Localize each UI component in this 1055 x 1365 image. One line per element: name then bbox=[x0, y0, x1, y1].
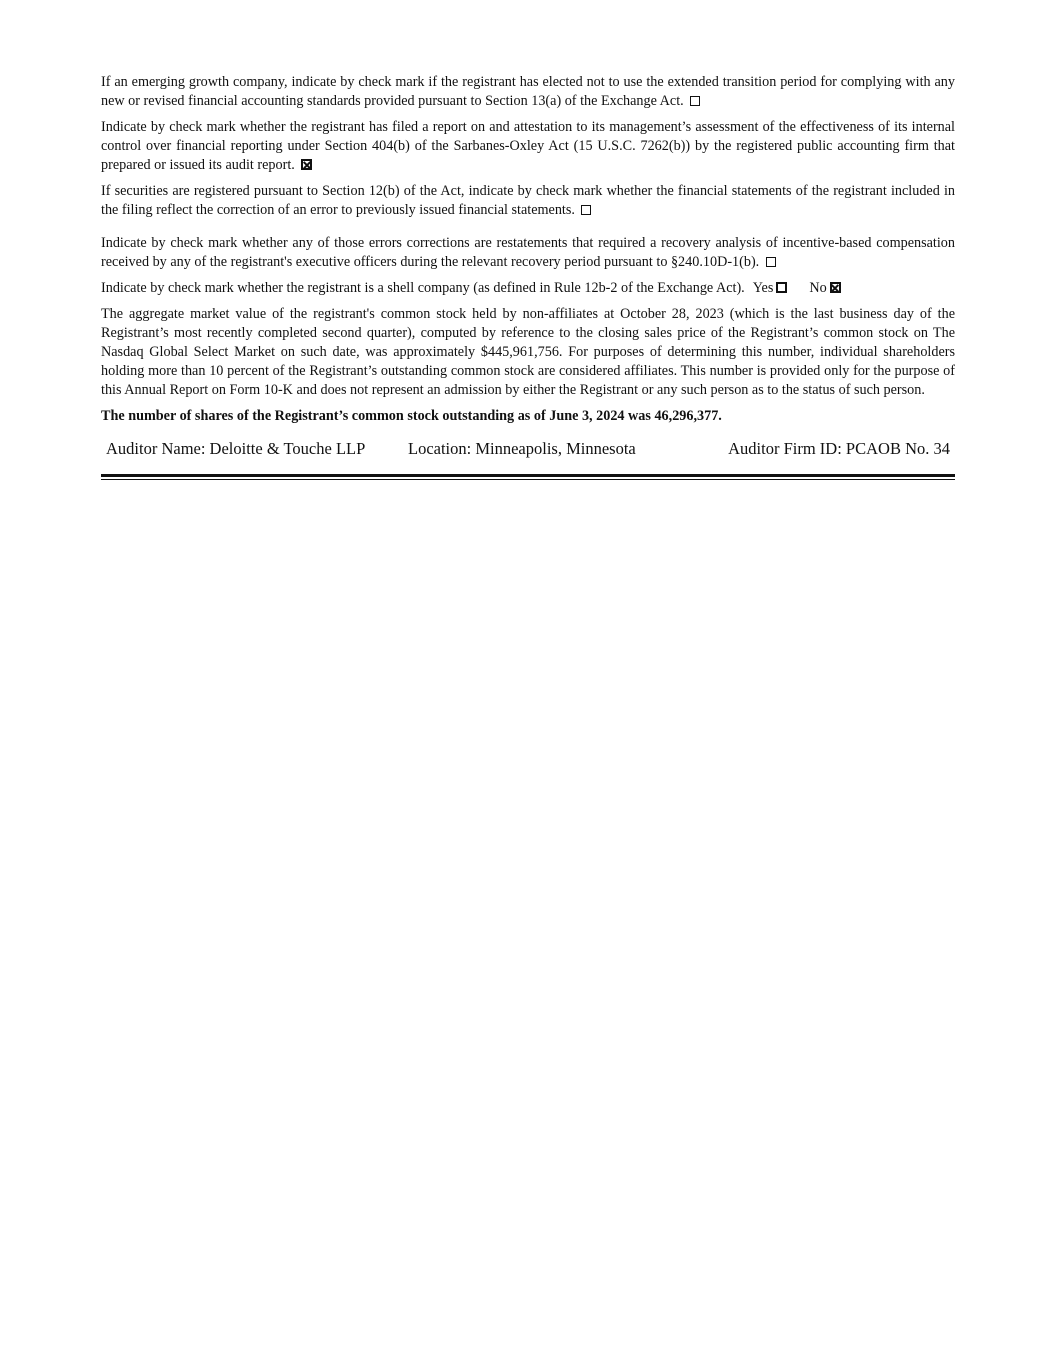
auditor-name: Auditor Name: Deloitte & Touche LLP bbox=[106, 439, 366, 458]
section-12b-text: If securities are registered pursuant to Section 12(b) of the Act, indicate by check mark whether the financial statements of the registrant included in the filing reflect the correction of an error to previously issued financial statements. bbox=[101, 183, 955, 218]
shell-no-checkbox[interactable] bbox=[830, 282, 841, 293]
shell-company-text: Indicate by check mark whether the registrant is a shell company (as defined in Rule 12b-2 of the Exchange Act). bbox=[101, 280, 745, 296]
emerging-growth-text: If an emerging growth company, indicate by check mark if the registrant has elected not to use the extended transition period for complying with any new or revised financial accounting standards provided pursuant to Section 13(a) of the Exchange Act. bbox=[101, 74, 955, 109]
internal-control-paragraph bbox=[101, 118, 955, 175]
auditor-location: Location: Minneapolis, Minnesota bbox=[408, 439, 636, 458]
restatements-paragraph bbox=[101, 234, 955, 272]
internal-control-text: Indicate by check mark whether the registrant has filed a report on and attestation to its management’s assessment of the effectiveness of its internal control over financial reporting under Section 404(b) of the Sarbanes-Oxley Act (15 U.S.C. 7262(b)) by the registered public accounting firm that prepared or issued its audit report. bbox=[101, 119, 955, 173]
auditor-firm-id: Auditor Firm ID: PCAOB No. 34 bbox=[728, 439, 950, 458]
emerging-growth-checkbox[interactable] bbox=[690, 96, 700, 106]
shell-yes-checkbox[interactable] bbox=[776, 282, 787, 293]
section-12b-checkbox[interactable] bbox=[581, 205, 591, 215]
section-12b-paragraph bbox=[101, 182, 955, 220]
auditor-info-row bbox=[101, 438, 955, 460]
market-value-paragraph bbox=[101, 305, 955, 400]
market-value-text: The aggregate market value of the registrant's common stock held by non-affiliates at October 28, 2023 (which is the last business day of the Registrant’s most recently completed second quarter), computed by reference to the closing sales price of the Registrant’s common stock on The Nasdaq Global Select Market on such date, was approximately $445,961,756. For purposes of determining this number, individual shareholders holding more than 10 percent of the Registrant’s outstanding common stock are considered affiliates. This number is provided only for the purpose of this Annual Report on Form 10-K and does not represent an admission by either the Registrant or any such person as to the status of such person. bbox=[101, 306, 955, 398]
shell-no-label: No bbox=[809, 280, 827, 296]
shares-outstanding-text: The number of shares of the Registrant’s common stock outstanding as of June 3, 2024 was 46,296,377. bbox=[101, 408, 722, 424]
shares-outstanding-paragraph bbox=[101, 407, 955, 426]
restatements-checkbox[interactable] bbox=[766, 257, 776, 267]
shell-yes-label: Yes bbox=[752, 280, 774, 296]
restatements-text: Indicate by check mark whether any of those errors corrections are restatements that required a recovery analysis of incentive-based compensation received by any of the registrant's executive officers during the relevant recovery period pursuant to §240.10D-1(b). bbox=[101, 235, 955, 270]
emerging-growth-paragraph bbox=[101, 73, 955, 111]
double-rule-divider bbox=[101, 474, 955, 480]
document-page bbox=[101, 73, 955, 480]
shell-company-paragraph bbox=[101, 279, 955, 298]
internal-control-checkbox[interactable] bbox=[301, 159, 312, 170]
